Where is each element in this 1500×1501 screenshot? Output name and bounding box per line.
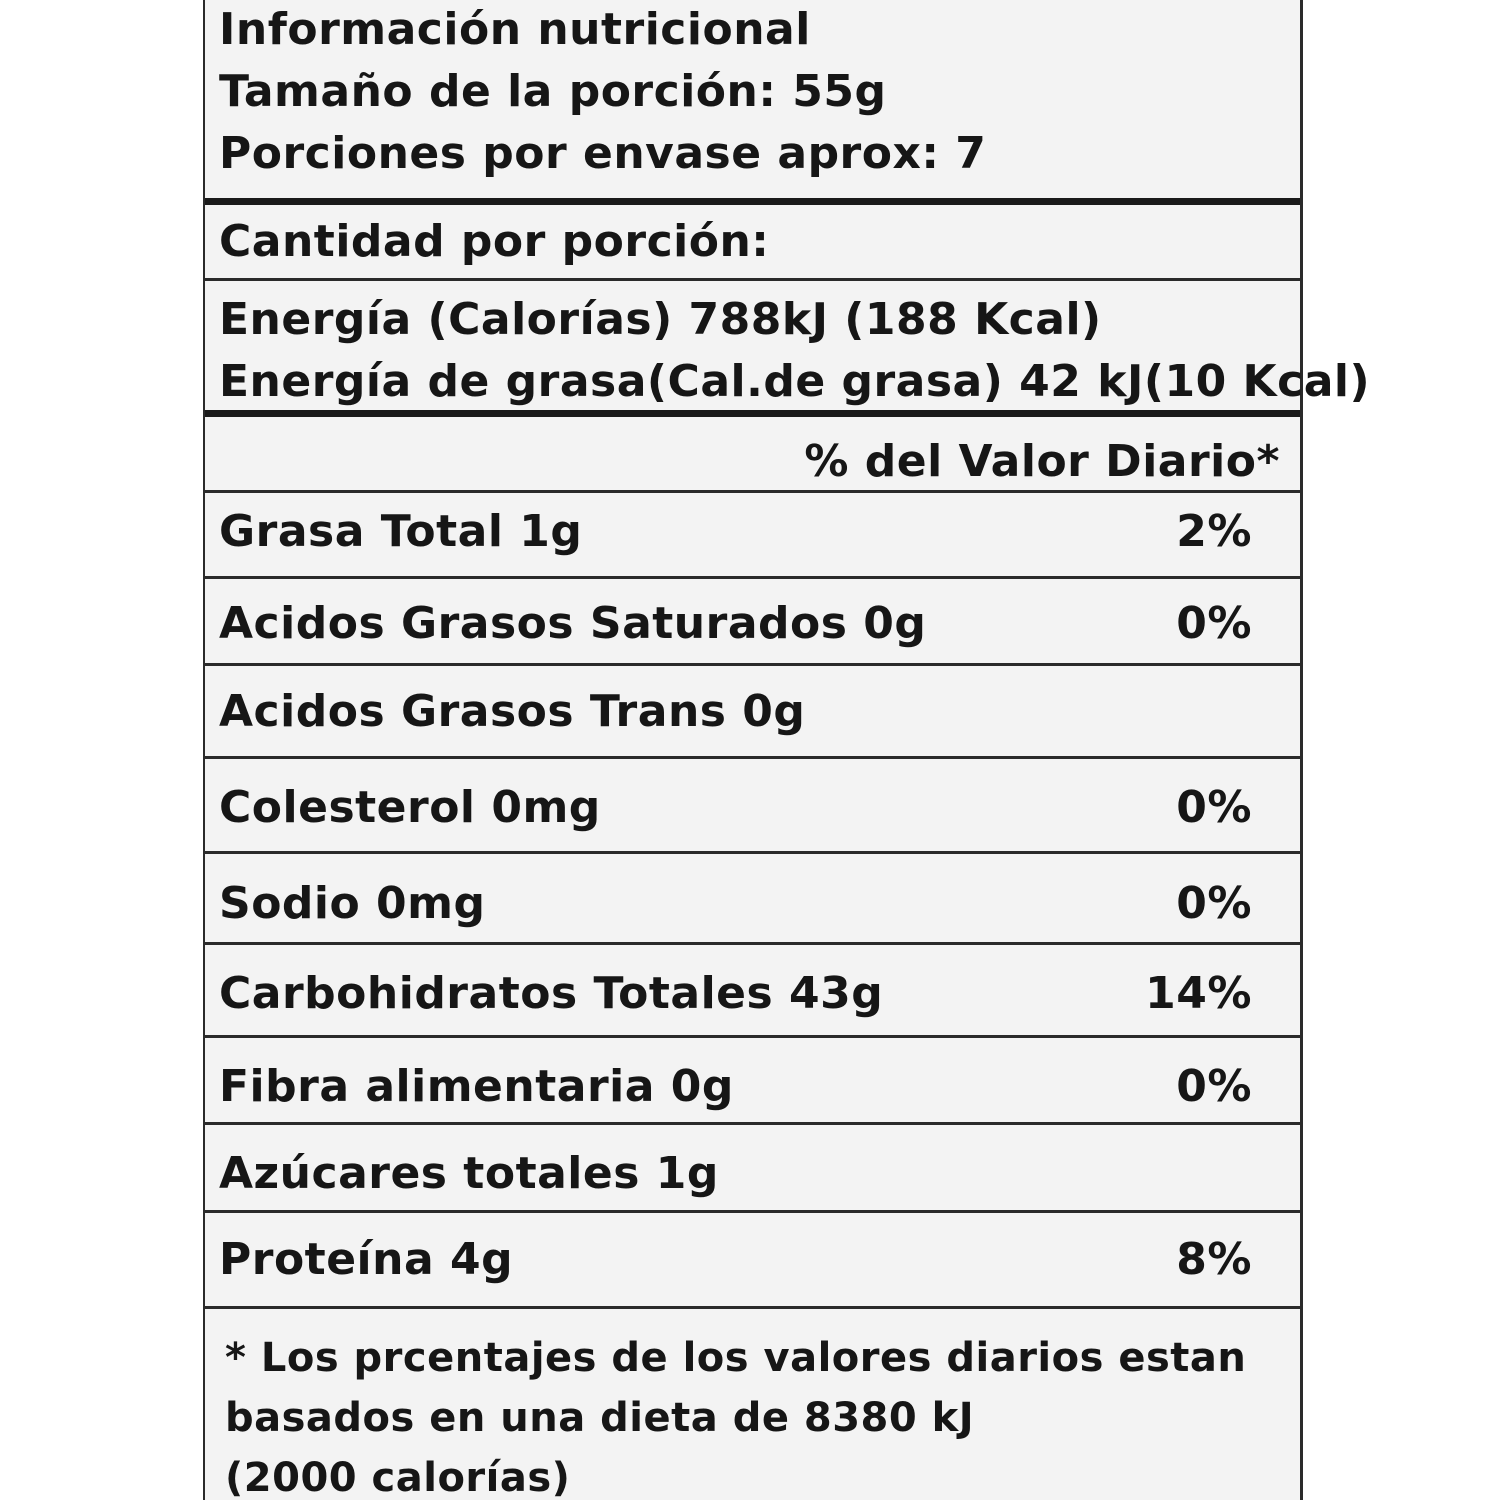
divider (205, 278, 1300, 281)
divider (205, 942, 1300, 945)
label-title: Información nutricional (219, 4, 811, 55)
nutrient-cholesterol-pct: 0% (1176, 782, 1252, 833)
divider (205, 1122, 1300, 1125)
nutrient-sugars: Azúcares totales 1g (219, 1148, 719, 1199)
energy-fat-calories: Energía de grasa(Cal.de grasa) 42 kJ(10 Kcal) (219, 356, 1371, 407)
nutrient-protein-pct: 8% (1176, 1234, 1252, 1285)
nutrient-sodium: Sodio 0mg (219, 878, 486, 929)
nutrient-saturated-fat: Acidos Grasos Saturados 0g (219, 598, 927, 649)
divider (205, 490, 1300, 493)
divider (205, 1035, 1300, 1038)
nutrient-fiber: Fibra alimentaria 0g (219, 1061, 734, 1112)
divider (205, 851, 1300, 854)
daily-value-header: % del Valor Diario* (804, 436, 1280, 487)
nutrition-facts-label (203, 0, 1371, 1501)
footnote-line-2: basados en una dieta de 8380 kJ (225, 1395, 975, 1441)
nutrient-protein: Proteína 4g (219, 1234, 514, 1285)
nutrient-total-fat-pct: 2% (1176, 506, 1252, 557)
divider (205, 576, 1300, 579)
amount-per-serving: Cantidad por porción: (219, 216, 770, 267)
nutrient-carbohydrates: Carbohidratos Totales 43g (219, 968, 884, 1019)
nutrient-carbohydrates-pct: 14% (1145, 968, 1252, 1019)
divider-thick (205, 198, 1300, 205)
serving-size: Tamaño de la porción: 55g (219, 66, 887, 117)
energy-calories: Energía (Calorías) 788kJ (188 Kcal) (219, 294, 1102, 345)
divider-thick (205, 410, 1300, 417)
divider (205, 1306, 1300, 1309)
nutrient-cholesterol: Colesterol 0mg (219, 782, 601, 833)
nutrient-sodium-pct: 0% (1176, 878, 1252, 929)
nutrient-total-fat: Grasa Total 1g (219, 506, 583, 557)
servings-per-container: Porciones por envase aprox: 7 (219, 128, 987, 179)
nutrient-saturated-fat-pct: 0% (1176, 598, 1252, 649)
divider (205, 663, 1300, 666)
nutrient-trans-fat: Acidos Grasos Trans 0g (219, 686, 806, 737)
divider (205, 1210, 1300, 1213)
footnote-line-1: * Los prcentajes de los valores diarios estan (225, 1335, 1247, 1381)
footnote-line-3: (2000 calorías) (225, 1455, 571, 1501)
nutrient-fiber-pct: 0% (1176, 1061, 1252, 1112)
divider (205, 756, 1300, 759)
